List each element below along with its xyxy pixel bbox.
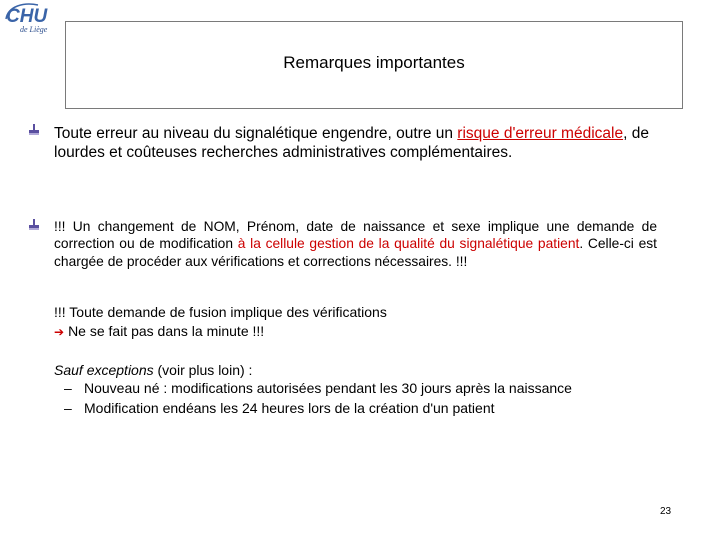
bullet-icon — [28, 219, 40, 231]
quality-cell-highlight: à la cellule gestion de la qualité du signalétique patient — [237, 236, 580, 252]
logo-sub-text: de Liège — [20, 25, 48, 34]
paragraph-change-request: !!! Un changement de NOM, Prénom, date de naissance et sexe implique une demande de correction ou de modification à la cellule gestion de la qualité du signalétique patient. Celle-ci est chargée de procéder aux vérifications et corrections nécessaires. !!! — [54, 219, 657, 269]
page-number: 23 — [660, 506, 672, 517]
exceptions-lead: Sauf exceptions (voir plus loin) : — [54, 362, 253, 378]
slide-title: Remarques importantes — [283, 53, 465, 72]
risk-highlight: risque d'erreur médicale — [457, 125, 624, 142]
logo-brand-text: CHU — [6, 6, 48, 27]
arrow-right-icon: ➔ — [54, 325, 65, 339]
fusion-line: !!! Toute demande de fusion implique des vérifications — [54, 304, 387, 320]
bullet-icon — [28, 124, 40, 136]
fusion-note: ➔ Ne se fait pas dans la minute !!! — [54, 323, 265, 339]
exception-item: – Modification endéans les 24 heures lors de la création d'un patient — [64, 400, 495, 416]
title-box — [65, 21, 683, 109]
paragraph-error-consequences: Toute erreur au niveau du signalétique engendre, outre un risque d'erreur médicale, de lourdes et coûteuses recherches administratives complémentaires. — [54, 125, 649, 161]
exception-item: – Nouveau né : modifications autorisées pendant les 30 jours après la naissance — [64, 380, 572, 396]
chu-liege-logo — [2, 2, 64, 36]
